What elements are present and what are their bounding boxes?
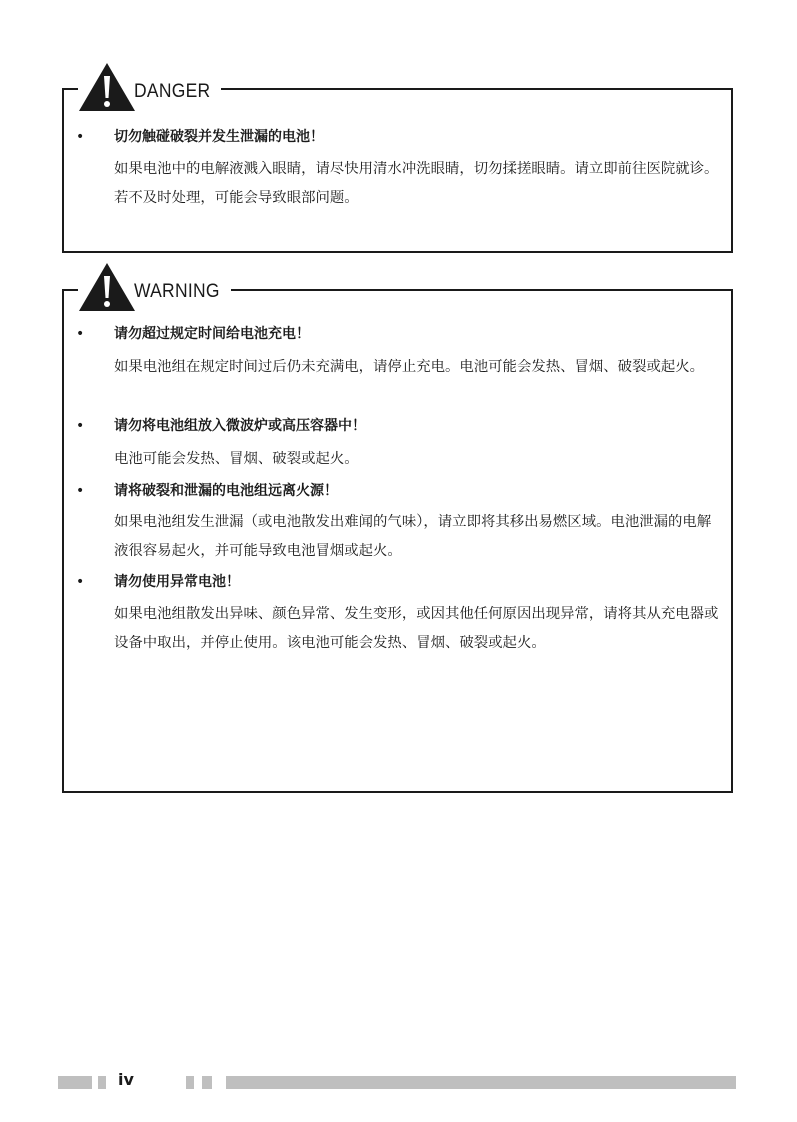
bullet: • [76, 574, 85, 590]
footer-bar-segment [58, 1076, 92, 1089]
item-title: 请勿超过规定时间给电池充电！ [114, 326, 310, 342]
footer-bar-segment [98, 1076, 106, 1089]
warning-triangle-icon [78, 262, 136, 312]
bullet: • [76, 483, 85, 499]
footer-bar-long [226, 1076, 736, 1089]
item-body: 电池可能会发热、冒烟、破裂或起火。 [114, 451, 359, 467]
item-title: 请将破裂和泄漏的电池组远离火源！ [114, 483, 338, 499]
bullet: • [76, 418, 85, 434]
warning-label: WARNING [134, 281, 220, 302]
item-body: 如果电池组在规定时间过后仍未充满电，请停止充电。电池可能会发热、冒烟、破裂或起火。 [114, 359, 705, 375]
item-title: 请勿将电池组放入微波炉或高压容器中！ [114, 418, 366, 434]
footer-bar-segment [202, 1076, 212, 1089]
bullet: • [76, 326, 85, 342]
danger-label: DANGER [134, 81, 211, 102]
item-body: 如果电池组发生泄漏（或电池散发出难闻的气味），请立即将其移出易燃区域。电池泄漏的电解液很容易起火，并可能导致电池冒烟或起火。 [114, 514, 712, 559]
warning-triangle-icon [78, 62, 136, 112]
warning-header [78, 262, 231, 312]
page-number: iv [118, 1070, 134, 1089]
footer-bar-segment [186, 1076, 194, 1089]
page-footer [0, 1070, 797, 1090]
item-title: 请勿使用异常电池！ [114, 574, 240, 590]
item-title: 切勿触碰破裂并发生泄漏的电池！ [114, 129, 324, 145]
item-body: 如果电池组散发出异味、颜色异常、发生变形，或因其他任何原因出现异常，请将其从充电器或设备中取出，并停止使用。该电池可能会发热、冒烟、破裂或起火。 [114, 606, 719, 651]
bullet: • [76, 129, 85, 145]
item-body: 如果电池中的电解液溅入眼睛，请尽快用清水冲洗眼睛，切勿揉搓眼睛。请立即前往医院就诊。若不及时处理，可能会导致眼部问题。 [114, 161, 719, 206]
danger-header [78, 62, 221, 112]
